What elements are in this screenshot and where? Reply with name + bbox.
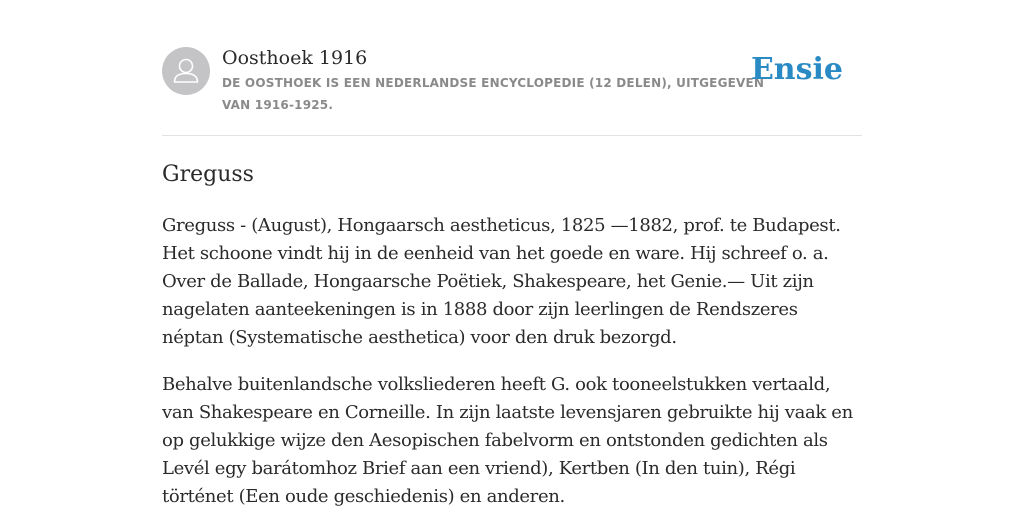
- source-name[interactable]: Oosthoek 1916: [222, 47, 368, 69]
- user-icon: [162, 47, 210, 95]
- article-paragraph: Greguss - (August), Hongaarsch aestheticus, 1825 —1882, prof. te Budapest. Het schoone vindt hij in de eenheid van het goede en ware. Hij schreef o. a. Over de Ballade, Hongaarsche Poëtiek, Shakespeare, het Genie.— Uit zijn nagelaten aanteekeningen is in 1888 door zijn leerlingen de Rendszeres néptan (Systematische aesthetica) voor den druk bezorgd.: [162, 215, 841, 348]
- source-avatar[interactable]: [162, 47, 210, 95]
- article-title: Greguss: [162, 162, 254, 187]
- article-paragraph: Behalve buitenlandsche volksliederen heeft G. ook tooneelstukken vertaald, van Shakespeare en Corneille. In zijn laatste levensjaren gebruikte hij vaak en op gelukkige wijze den Aesopischen fabelvorm en ontstonden gedichten als Levél egy barátomhoz Brief aan een vriend), Kertben (In den tuin), Régi történet (Een oude geschiedenis) en anderen.: [162, 374, 853, 507]
- article-body: [162, 212, 862, 512]
- source-description: DE OOSTHOEK IS EEN NEDERLANDSE ENCYCLOPEDIE (12 DELEN), UITGEGEVEN VAN 1916-1925.: [222, 76, 765, 112]
- source-header: [162, 44, 862, 136]
- ensie-logo[interactable]: Ensie: [750, 52, 843, 87]
